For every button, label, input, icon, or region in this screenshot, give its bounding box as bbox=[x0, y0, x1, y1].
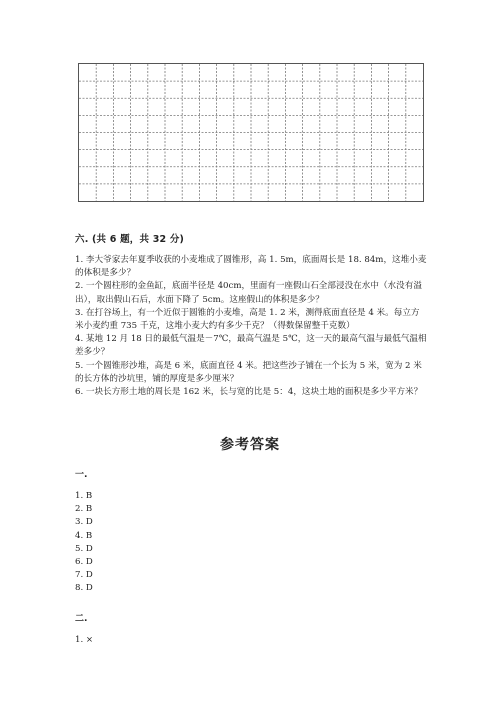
answer-item: 2. B bbox=[75, 504, 93, 515]
answer-section-1-list bbox=[75, 490, 93, 596]
grid-lines bbox=[79, 64, 423, 201]
answer-section-2-list bbox=[75, 634, 93, 647]
answer-item: 1. B bbox=[75, 491, 93, 501]
answer-section-1-label: 一. bbox=[75, 470, 88, 480]
writing-grid bbox=[78, 63, 424, 202]
answer-item: 3. D bbox=[75, 517, 93, 528]
answer-item: 1. × bbox=[75, 635, 94, 645]
problem-list bbox=[75, 254, 427, 399]
section-6-title: 六. (共 6 题，共 32 分) bbox=[75, 234, 185, 245]
answer-item: 5. D bbox=[75, 543, 93, 554]
answer-item: 4. B bbox=[75, 530, 93, 541]
problem-1: 1. 李大爷家去年夏季收获的小麦堆成了圆锥形，高 1. 5m，底面周长是 18. 84m，这堆小麦的体积是多少？ bbox=[75, 255, 427, 279]
answer-item: 6. D bbox=[75, 557, 93, 568]
problem-2: 2. 一个圆柱形的金鱼缸，底面半径是 40cm，里面有一座假山石全部浸没在水中（水没有溢出），取出假山石后，水面下降了 5cm。这座假山的体积是多少？ bbox=[75, 281, 422, 305]
answer-item: 8. D bbox=[75, 583, 93, 594]
problem-5: 5. 一个圆锥形沙堆，高是 6 米，底面直径 4 米。把这些沙子铺在一个长为 5 米，宽为 2 米的长方体的沙坑里，铺的厚度是多少厘米？ bbox=[75, 360, 422, 384]
answer-key-title: 参考答案 bbox=[220, 437, 280, 453]
problem-6: 6. 一块长方形土地的周长是 162 米，长与宽的比是 5：4，这块土地的面积是多少平方米？ bbox=[75, 387, 423, 398]
answer-section-2-label: 二. bbox=[75, 614, 88, 624]
answer-item: 7. D bbox=[75, 570, 93, 581]
problem-3: 3. 在打谷场上，有一个近似于圆锥的小麦堆，高是 1. 2 米，测得底面直径是 4 米。每立方米小麦约重 735 千克，这堆小麦大约有多少千克？（得数保留整千克数） bbox=[75, 307, 420, 332]
problem-4: 4. 某地 12 月 18 日的最低气温是－7℃，最高气温是 5℃，这一天的最高气温与最低气温相差多少？ bbox=[75, 334, 427, 358]
